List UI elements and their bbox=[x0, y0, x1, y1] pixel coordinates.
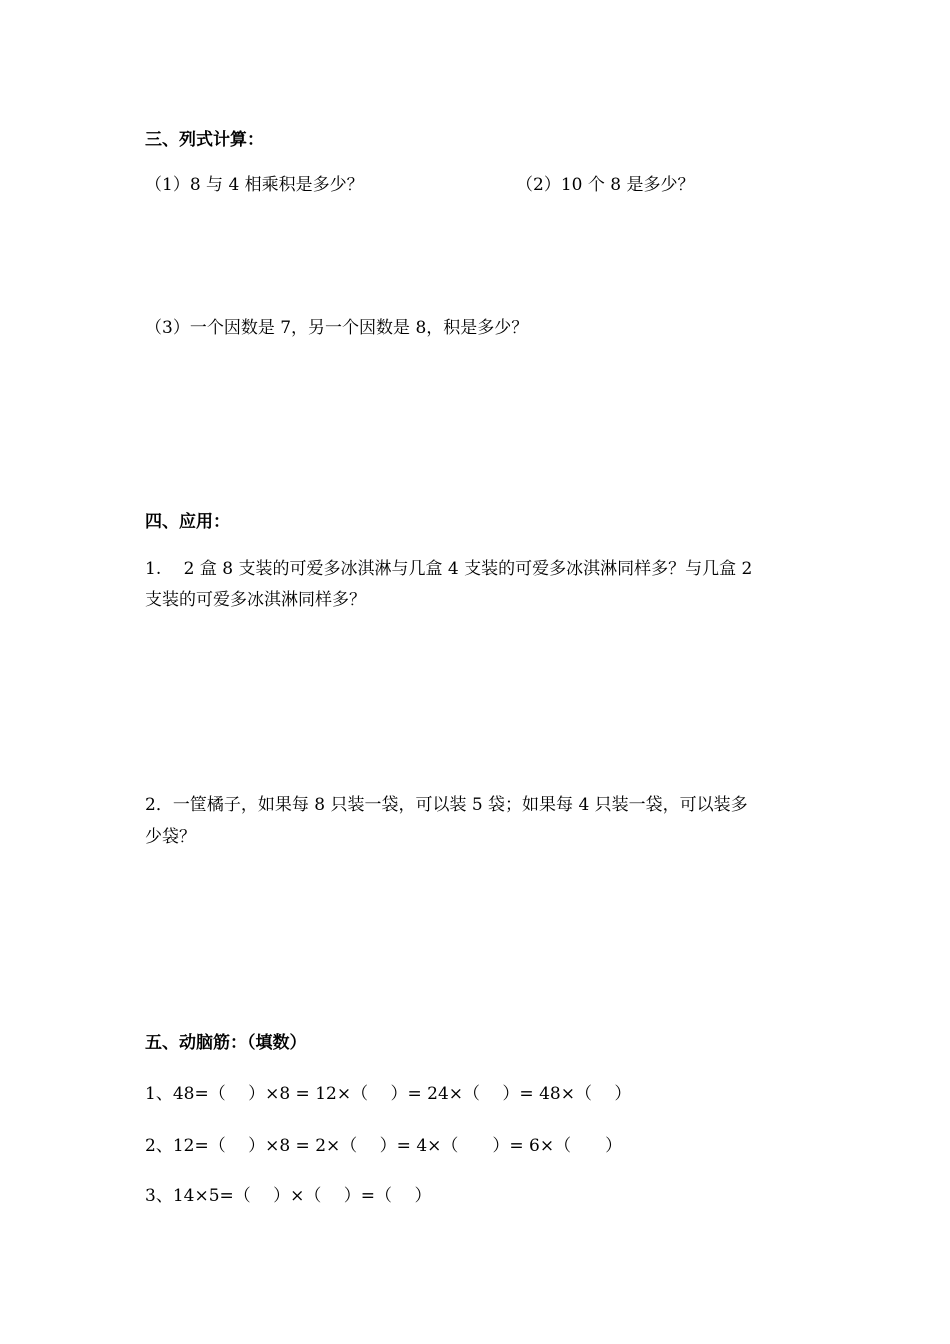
section-5-heading: 五、动脑筋：（填数） bbox=[145, 1033, 307, 1053]
section-3-heading: 三、列式计算： bbox=[145, 130, 264, 150]
section-4-problem-1-line-1: 1. 2 盒 8 支装的可爱多冰淇淋与几盒 4 支装的可爱多冰淇淋同样多？与几盒 2 bbox=[145, 559, 753, 579]
section-4-problem-2-line-1: 2．一筐橘子，如果每 8 只装一袋，可以装 5 袋；如果每 4 只装一袋，可以装多 bbox=[145, 795, 748, 815]
fill-in-item-1: 1、48=（ ）×8 = 12×（ ）= 24×（ ）= 48×（ ） bbox=[145, 1084, 632, 1104]
section-4-problem-2-line-2: 少袋？ bbox=[145, 827, 196, 847]
section-3-question-2: （2）10 个 8 是多少？ bbox=[516, 175, 695, 195]
section-4-heading: 四、应用： bbox=[145, 512, 230, 532]
section-4-problem-1-line-2: 支装的可爱多冰淇淋同样多？ bbox=[145, 590, 366, 610]
section-3-question-1: （1）8 与 4 相乘积是多少？ bbox=[145, 175, 364, 195]
fill-in-item-2: 2、12=（ ）×8 = 2×（ ）= 4×（ ）= 6×（ ） bbox=[145, 1136, 623, 1156]
fill-in-item-3: 3、14×5=（ ）×（ ）=（ ） bbox=[145, 1186, 432, 1206]
section-3-question-3: （3）一个因数是 7，另一个因数是 8，积是多少？ bbox=[145, 318, 529, 338]
